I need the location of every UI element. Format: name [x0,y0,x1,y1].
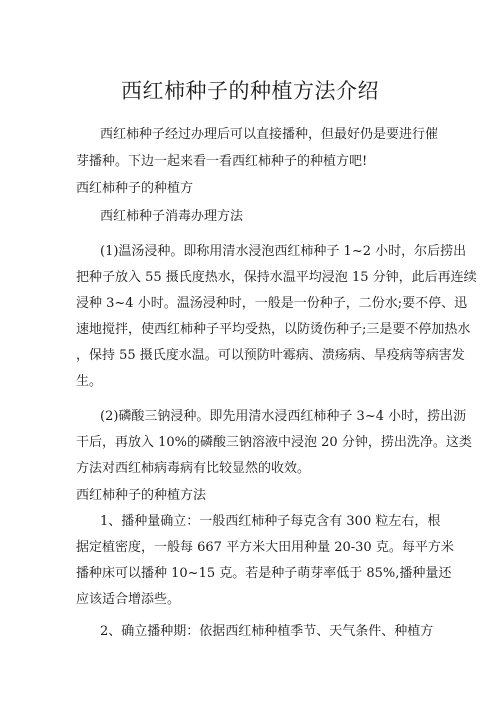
paragraph-line: 据定植密度，一般每 667 平方米大田用种量 20-30 克。每平方米 [76,540,454,555]
paragraph-line: ，保持 55 摄氏度水温。可以预防叶霉病、溃疡病、旱疫病等病害发 [76,348,465,363]
paragraph-line: 把种子放入 55 摄氏度热水，保持水温平均浸泡 15 分钟，此后再连续 [76,270,477,285]
document-title: 西红柿种子的种植方法介绍 [121,79,379,103]
paragraph-line: (2)磷酸三钠浸种。即先用清水浸西红柿种子 3~4 小时，捞出沥 [100,409,467,424]
paragraph-line: 2、确立播种期：依据西红柿种植季节、天气条件、种植方 [100,624,434,639]
paragraph-line: 浸种 3~4 小时。温汤浸种时，一般是一份种子，二份水;要不停、迅 [76,296,468,311]
paragraph-line: 播种床可以播种 10~15 克。若是种子萌芽率低于 85%,播种量还 [76,566,452,581]
section-heading: 西红柿种子的种植方法 [76,488,207,503]
subsection-heading: 西红柿种子消毒办理方法 [100,209,244,224]
paragraph-line: 方法对西红柿病毒病有比较显然的收效。 [76,461,311,476]
paragraph-line: 芽播种。下边一起来看一看西红柿种子的种植方吧! [76,154,368,169]
paragraph-line: 速地搅拌，使西红柿种子平均受热，以防烫伤种子;三是要不停加热水 [76,322,471,337]
paragraph-line: 1、播种量确立：一般西红柿种子每克含有 300 粒左右，根 [100,514,441,529]
paragraph-line: 干后，再放入 10%的磷酸三钠溶液中浸泡 20 分钟，捞出洗净。这类 [76,435,472,450]
section-heading: 西红柿种子的种植方 [76,181,194,196]
paragraph-line: 应该适合增添些。 [76,592,181,607]
paragraph-line: (1)温汤浸种。即称用清水浸泡西红柿种子 1~2 小时，尔后捞出 [100,244,467,259]
paragraph-line: 生。 [76,374,103,389]
paragraph-line: 西红柿种子经过办理后可以直接播种，但最好仍是要进行催 [100,127,439,142]
